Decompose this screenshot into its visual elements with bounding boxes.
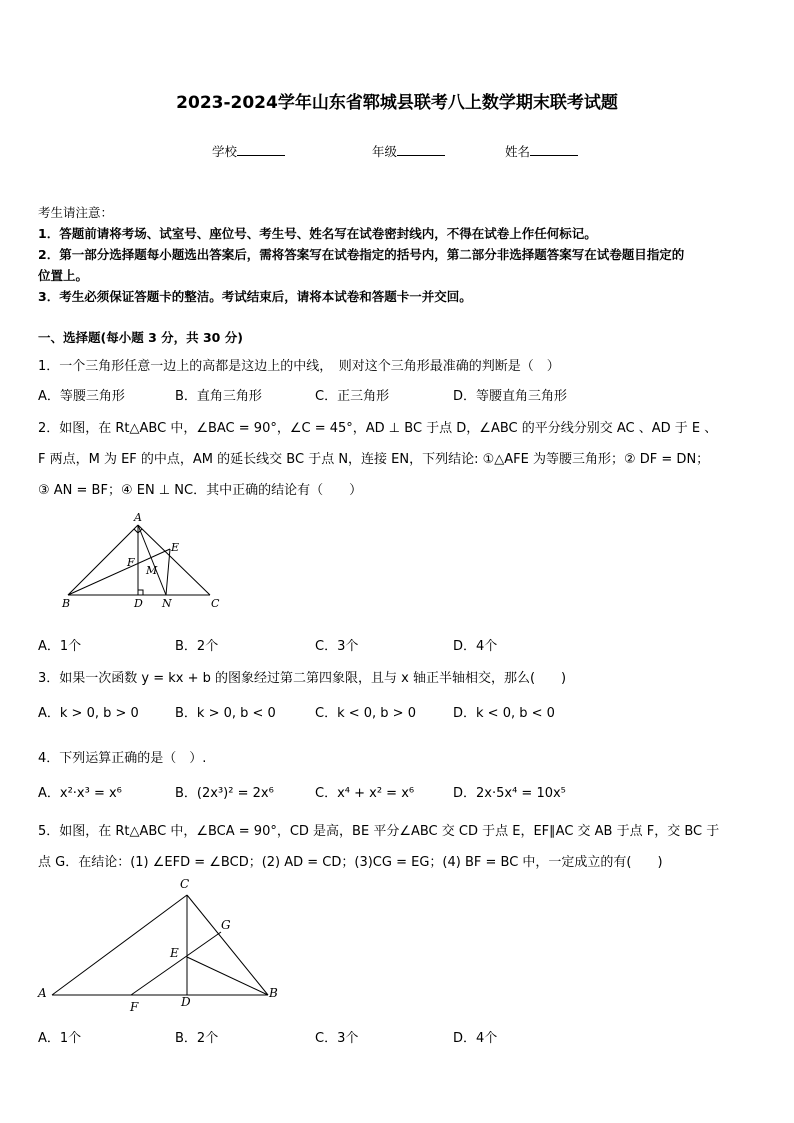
q5-option-d: D．4个 bbox=[453, 1031, 498, 1046]
label-d: D bbox=[181, 995, 191, 1009]
name-blank bbox=[530, 143, 578, 156]
q3-option-b: B．k > 0, b < 0 bbox=[175, 706, 276, 721]
question-2-line-2: F 两点，M 为 EF 的中点，AM 的延长线交 BC 于点 N，连接 EN，下列结论: ①△AFE 为等腰三角形；② DF = DN； bbox=[38, 452, 710, 467]
label-m: M bbox=[146, 564, 158, 577]
question-4: 4．下列运算正确的是（ ）. bbox=[38, 751, 207, 766]
label-c: C bbox=[211, 597, 220, 610]
notice-item: 1．答题前请将考场、试室号、座位号、考生号、姓名写在试卷密封线内，不得在试卷上作任何标记。 bbox=[38, 226, 597, 241]
q4-option-d: D．2x·5x⁴ = 10x⁵ bbox=[453, 786, 566, 801]
q2-option-b: B．2个 bbox=[175, 639, 219, 654]
q3-option-a: A．k > 0, b > 0 bbox=[38, 706, 139, 721]
q5-option-c: C．3个 bbox=[315, 1031, 359, 1046]
q4-option-b: B．(2x³)² = 2x⁶ bbox=[175, 786, 274, 801]
notice-item: 位置上。 bbox=[38, 268, 89, 283]
notice-item: 2．第一部分选择题每小题选出答案后，需将答案写在试卷指定的括号内，第二部分非选择题答案写在试卷题目指定的 bbox=[38, 247, 685, 262]
grade-label: 年级 bbox=[372, 144, 398, 159]
q1-option-d: D．等腰直角三角形 bbox=[453, 389, 568, 404]
question-1: 1．一个三角形任意一边上的高都是这边上的中线， 则对这个三角形最准确的判断是（ ） bbox=[38, 359, 560, 374]
question-5-line-2: 点 G．在结论：(1) ∠EFD = ∠BCD；(2) AD = CD；(3)CG = EG；(4) BF = BC 中，一定成立的有( ) bbox=[38, 855, 663, 870]
side-ac bbox=[138, 525, 210, 595]
school-label: 学校 bbox=[212, 144, 238, 159]
question-5-line-1: 5．如图，在 Rt△ABC 中，∠BCA = 90°，CD 是高，BE 平分∠ABC 交 CD 于点 E，EF∥AC 交 AB 于点 F，交 BC 于 bbox=[38, 824, 720, 839]
label-a: A bbox=[134, 511, 142, 524]
label-f: F bbox=[130, 1000, 139, 1014]
q1-option-b: B．直角三角形 bbox=[175, 389, 262, 404]
label-e: E bbox=[171, 541, 180, 554]
side-ac bbox=[52, 895, 187, 995]
bisector-be bbox=[187, 957, 268, 995]
label-a: A bbox=[38, 986, 47, 1000]
school-blank bbox=[237, 143, 285, 156]
label-c: C bbox=[180, 877, 190, 891]
q2-option-a: A．1个 bbox=[38, 639, 82, 654]
q2-option-c: C．3个 bbox=[315, 639, 359, 654]
q1-option-c: C．正三角形 bbox=[315, 389, 390, 404]
q4-option-c: C．x⁴ + x² = x⁶ bbox=[315, 786, 415, 801]
label-b: B bbox=[269, 986, 278, 1000]
q3-option-d: D．k < 0, b < 0 bbox=[453, 706, 555, 721]
segment-fg bbox=[131, 932, 221, 995]
q2-figure bbox=[55, 508, 235, 613]
notice-item: 3．考生必须保证答题卡的整洁。考试结束后，请将本试卷和答题卡一并交回。 bbox=[38, 289, 472, 304]
right-angle-mark bbox=[138, 590, 143, 595]
grade-blank bbox=[397, 143, 445, 156]
q5-option-b: B．2个 bbox=[175, 1031, 219, 1046]
label-e: E bbox=[170, 946, 179, 960]
page-title: 2023-2024学年山东省郓城县联考八上数学期末联考试题 bbox=[176, 93, 618, 113]
name-field bbox=[505, 142, 578, 160]
q1-option-a: A．等腰三角形 bbox=[38, 389, 125, 404]
q5-option-a: A．1个 bbox=[38, 1031, 82, 1046]
segment-an bbox=[138, 525, 166, 595]
q4-option-a: A．x²·x³ = x⁶ bbox=[38, 786, 122, 801]
question-2-line-1: 2．如图，在 Rt△ABC 中，∠BAC = 90°，∠C = 45°，AD ⊥ BC 于点 D，∠ABC 的平分线分别交 AC 、AD 于 E 、 bbox=[38, 421, 718, 436]
notice-heading: 考生请注意： bbox=[38, 205, 114, 220]
label-d: D bbox=[134, 597, 143, 610]
label-f: F bbox=[127, 556, 135, 569]
question-2-line-3: ③ AN = BF；④ EN ⊥ NC．其中正确的结论有（ ） bbox=[38, 483, 363, 498]
section-heading: 一、选择题(每小题 3 分，共 30 分) bbox=[38, 330, 243, 345]
q3-option-c: C．k < 0, b > 0 bbox=[315, 706, 416, 721]
segment-en bbox=[166, 549, 170, 595]
side-bc bbox=[187, 895, 268, 995]
school-field bbox=[212, 142, 285, 160]
q5-figure bbox=[35, 873, 285, 1018]
name-label: 姓名 bbox=[505, 144, 531, 159]
label-b: B bbox=[62, 597, 71, 610]
q2-option-d: D．4个 bbox=[453, 639, 498, 654]
question-3: 3．如果一次函数 y = kx + b 的图象经过第二第四象限，且与 x 轴正半轴相交，那么( ) bbox=[38, 671, 567, 686]
label-n: N bbox=[162, 597, 172, 610]
grade-field bbox=[372, 142, 445, 160]
label-g: G bbox=[221, 918, 231, 932]
